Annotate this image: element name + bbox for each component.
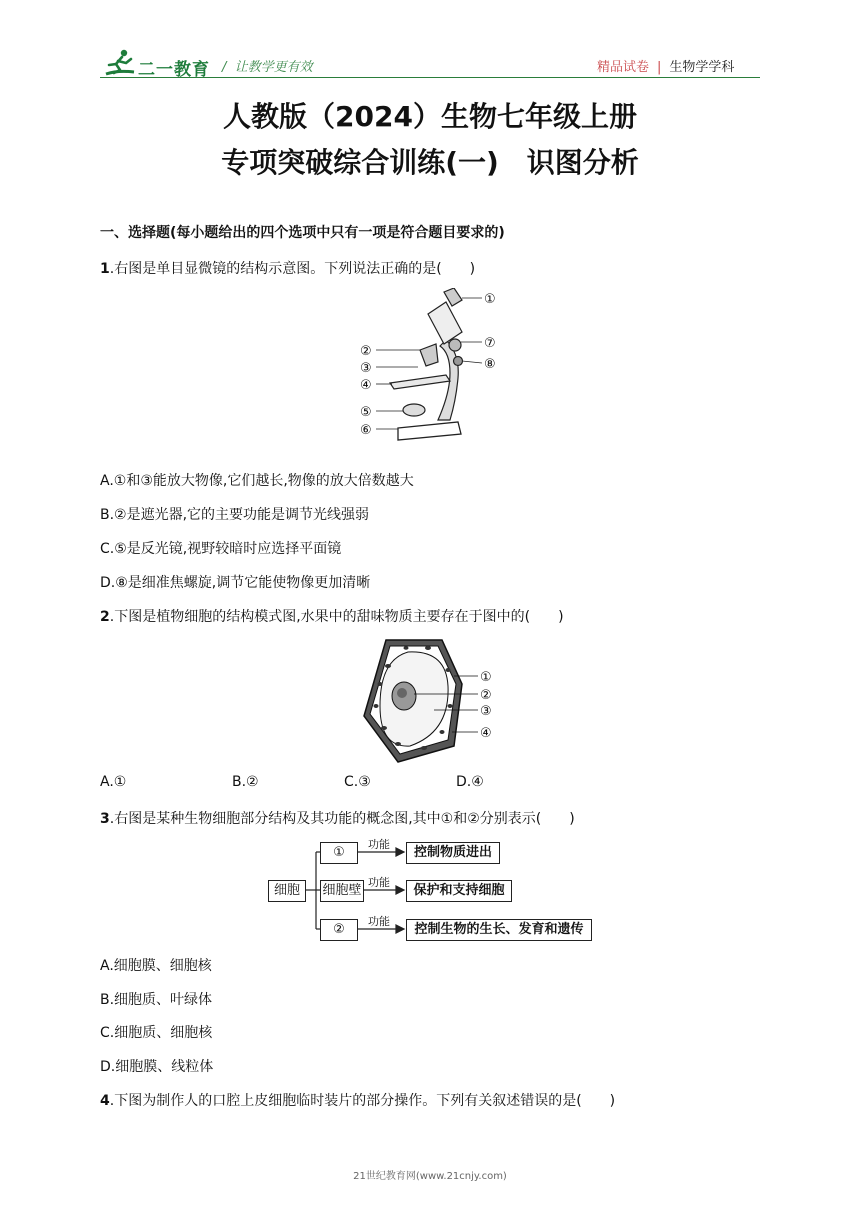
slogan-text: 让教学更有效 (234, 60, 313, 75)
q3-option-b: B.细胞质、叶绿体 (100, 992, 213, 1008)
edge-label-2: 功能 (368, 876, 390, 889)
edge-label-3: 功能 (368, 915, 390, 928)
logo-text: 二一教育 (138, 60, 210, 80)
microscope-label-3: ③ (360, 361, 372, 376)
header-tags (597, 56, 734, 75)
q2-option-c: C.③ (344, 774, 371, 790)
question-1-text: .右图是单目显微镜的结构示意图。下列说法正确的是( ) (109, 261, 476, 277)
concept-func-box-1: 控制物质进出 (406, 842, 500, 864)
question-3-text: .右图是某种生物细胞部分结构及其功能的概念图,其中①和②分别表示( ) (109, 811, 575, 827)
header-tag-quality: 精品试卷 (597, 60, 650, 75)
question-2-stem (100, 606, 564, 626)
concept-map (268, 836, 594, 944)
concept-func-box-2: 保护和支持细胞 (406, 880, 512, 902)
header-divider (100, 77, 760, 78)
microscope-label-2: ② (360, 344, 372, 359)
q3-option-c: C.细胞质、细胞核 (100, 1025, 213, 1041)
cell-label-3: ③ (480, 704, 492, 719)
page-footer: 21世纪教育网(www.21cnjy.com) (353, 1171, 507, 1182)
q3-option-a: A.细胞膜、细胞核 (100, 958, 212, 974)
question-2-text: .下图是植物细胞的结构模式图,水果中的甜味物质主要存在于图中的( ) (109, 609, 564, 625)
section-heading: 一、选择题(每小题给出的四个选项中只有一项是符合题目要求的) (100, 225, 505, 241)
question-1-stem (100, 258, 475, 278)
cell-label-2: ② (480, 688, 492, 703)
cell-label-4: ④ (480, 726, 492, 741)
header-tag-subject: 生物学学科 (669, 60, 735, 75)
q3-option-d: D.细胞膜、线粒体 (100, 1059, 214, 1075)
question-1-number: 1 (100, 261, 110, 277)
concept-mid-box-2: 细胞壁 (320, 880, 364, 902)
slogan: / 让教学更有效 (222, 60, 313, 75)
question-4-text: .下图为制作人的口腔上皮细胞临时装片的部分操作。下列有关叙述错误的是( ) (109, 1093, 616, 1109)
q1-option-a: A.①和③能放大物像,它们越长,物像的放大倍数越大 (100, 473, 414, 489)
concept-mid-box-1: ① (320, 842, 358, 864)
q1-option-b: B.②是遮光器,它的主要功能是调节光线强弱 (100, 507, 370, 523)
page-title-line2: 专项突破综合训练(一) 识图分析 (221, 146, 639, 179)
page-title-line1: 人教版（2024）生物七年级上册 (223, 100, 637, 133)
microscope-label-8: ⑧ (484, 357, 496, 372)
microscope-label-5: ⑤ (360, 405, 372, 420)
microscope-label-6: ⑥ (360, 423, 372, 438)
question-3-stem (100, 808, 575, 828)
microscope-label-1: ① (484, 292, 496, 307)
concept-mid-box-3: ② (320, 919, 358, 941)
question-3-number: 3 (100, 811, 110, 827)
microscope-label-4: ④ (360, 378, 372, 393)
q2-option-b: B.② (232, 774, 259, 790)
plant-cell-figure (358, 636, 498, 766)
microscope-figure (358, 288, 508, 448)
runner-logo-icon (104, 48, 138, 78)
cell-label-1: ① (480, 670, 492, 685)
header-separator: | (657, 60, 662, 75)
concept-root-box: 细胞 (268, 880, 306, 902)
microscope-label-7: ⑦ (484, 336, 496, 351)
edge-label-1: 功能 (368, 838, 390, 851)
logo (104, 48, 138, 78)
question-4-number: 4 (100, 1093, 110, 1109)
question-2-number: 2 (100, 609, 110, 625)
microscope-diagram (358, 288, 508, 448)
plant-cell-diagram (358, 636, 498, 766)
q2-option-a: A.① (100, 774, 127, 790)
q1-option-c: C.⑤是反光镜,视野较暗时应选择平面镜 (100, 541, 342, 557)
q1-option-d: D.⑧是细准焦螺旋,调节它能使物像更加清晰 (100, 575, 371, 591)
q2-option-d: D.④ (456, 774, 484, 790)
concept-func-box-3: 控制生物的生长、发育和遗传 (406, 919, 592, 941)
question-4-stem (100, 1090, 615, 1110)
